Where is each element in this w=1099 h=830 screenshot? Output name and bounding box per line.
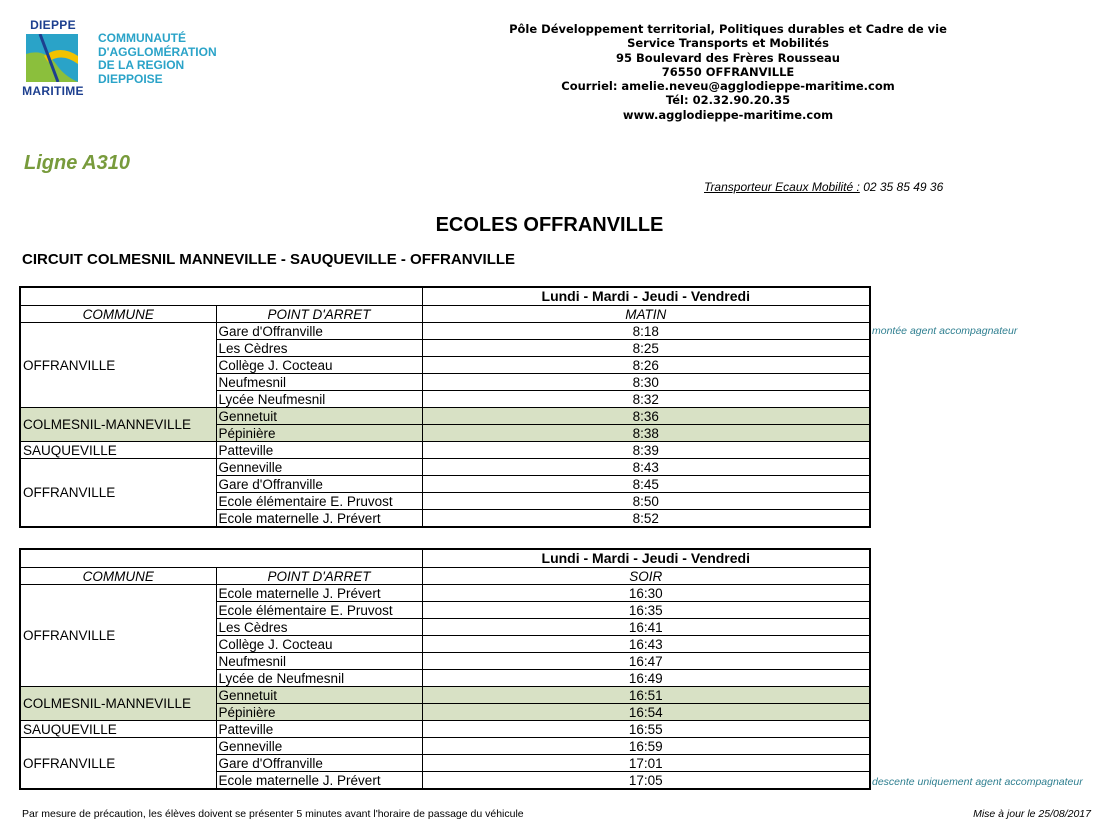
time-cell: 8:32 (422, 391, 870, 408)
time-cell: 16:59 (422, 738, 870, 755)
logo-name (98, 32, 217, 86)
time-cell: 16:30 (422, 585, 870, 602)
logo-top-word: DIEPPE (30, 18, 76, 32)
org-line: Service Transports et Mobilités (627, 36, 829, 51)
table-row (20, 721, 870, 738)
page-title: ECOLES OFFRANVILLE (435, 214, 664, 236)
time-cell: 8:50 (422, 493, 870, 510)
time-cell: 16:47 (422, 653, 870, 670)
organisation-header (420, 22, 1036, 122)
days-header-row (20, 287, 870, 306)
arret-header: POINT D'ARRET (216, 306, 422, 323)
commune-cell: OFFRANVILLE (20, 459, 216, 528)
org-phone: Tél: 02.32.90.20.35 (665, 93, 791, 108)
time-cell: 16:41 (422, 619, 870, 636)
logo-bottom-word: MARITIME (22, 84, 84, 98)
commune-cell: SAUQUEVILLE (20, 442, 216, 459)
stop-cell: Collège J. Cocteau (216, 357, 422, 374)
time-cell: 8:25 (422, 340, 870, 357)
transporteur-phone: 02 35 85 49 36 (863, 180, 944, 194)
stop-cell: Gare d'Offranville (216, 755, 422, 772)
time-cell: 8:39 (422, 442, 870, 459)
logo-mark (18, 18, 88, 98)
stop-cell: Lycée Neufmesnil (216, 391, 422, 408)
footer-updated: Mise à jour le 25/08/2017 (973, 808, 1091, 820)
table-row (20, 323, 870, 340)
commune-cell: OFFRANVILLE (20, 738, 216, 790)
stop-cell: Genneville (216, 459, 422, 476)
commune-cell: SAUQUEVILLE (20, 721, 216, 738)
org-line: 76550 OFFRANVILLE (661, 64, 795, 79)
stop-cell: Patteville (216, 721, 422, 738)
table-row (20, 459, 870, 476)
stop-cell: Gennetuit (216, 408, 422, 425)
column-header-row (20, 568, 870, 585)
logo-name-line: DE LA REGION (98, 58, 185, 72)
table-row (20, 408, 870, 425)
blank-header-cell (20, 549, 422, 568)
period-header: SOIR (422, 568, 870, 585)
stop-cell: Ecole maternelle J. Prévert (216, 585, 422, 602)
footer-precaution: Par mesure de précaution, les élèves doivent se présenter 5 minutes avant l'horaire de passage du véhicule (22, 808, 524, 820)
table-row (20, 687, 870, 704)
time-cell: 8:52 (422, 510, 870, 528)
stop-cell: Lycée de Neufmesnil (216, 670, 422, 687)
time-cell: 16:43 (422, 636, 870, 653)
time-cell: 8:26 (422, 357, 870, 374)
time-cell: 8:45 (422, 476, 870, 493)
logo-name-line: COMMUNAUTÉ (98, 31, 186, 45)
stop-cell: Ecole élémentaire E. Pruvost (216, 493, 422, 510)
days-header: Lundi - Mardi - Jeudi - Vendredi (422, 549, 870, 568)
stop-cell: Collège J. Cocteau (216, 636, 422, 653)
column-header-row (20, 306, 870, 323)
evening-timetable (19, 548, 871, 790)
table-row (20, 442, 870, 459)
days-header: Lundi - Mardi - Jeudi - Vendredi (422, 287, 870, 306)
logo-emblem-icon (26, 34, 78, 82)
agglo-logo (18, 18, 218, 100)
stop-cell: Gare d'Offranville (216, 323, 422, 340)
commune-cell: OFFRANVILLE (20, 585, 216, 687)
days-header-row (20, 549, 870, 568)
period-header: MATIN (422, 306, 870, 323)
stop-cell: Les Cèdres (216, 340, 422, 357)
stop-cell: Pépinière (216, 704, 422, 721)
circuit-title: CIRCUIT COLMESNIL MANNEVILLE - SAUQUEVILLE - OFFRANVILLE (22, 251, 516, 268)
time-cell: 8:36 (422, 408, 870, 425)
evening-note: descente uniquement agent accompagnateur (872, 776, 1083, 788)
stop-cell: Ecole maternelle J. Prévert (216, 510, 422, 528)
stop-cell: Patteville (216, 442, 422, 459)
blank-header-cell (20, 287, 422, 306)
commune-cell: COLMESNIL-MANNEVILLE (20, 408, 216, 442)
stop-cell: Les Cèdres (216, 619, 422, 636)
logo-name-line: D'AGGLOMÉRATION (98, 44, 217, 59)
stop-cell: Gennetuit (216, 687, 422, 704)
time-cell: 8:38 (422, 425, 870, 442)
time-cell: 8:18 (422, 323, 870, 340)
transporteur-label: Transporteur Ecaux Mobilité : (704, 180, 860, 194)
transporteur-info (704, 180, 943, 194)
table-row (20, 585, 870, 602)
org-website: www.agglodieppe-maritime.com (622, 107, 834, 122)
time-cell: 17:01 (422, 755, 870, 772)
stop-cell: Neufmesnil (216, 653, 422, 670)
time-cell: 16:55 (422, 721, 870, 738)
stop-cell: Genneville (216, 738, 422, 755)
time-cell: 8:43 (422, 459, 870, 476)
morning-note: montée agent accompagnateur (872, 325, 1018, 337)
stop-cell: Pépinière (216, 425, 422, 442)
time-cell: 8:30 (422, 374, 870, 391)
stop-cell: Ecole élémentaire E. Pruvost (216, 602, 422, 619)
commune-header: COMMUNE (20, 306, 216, 323)
time-cell: 16:54 (422, 704, 870, 721)
time-cell: 16:49 (422, 670, 870, 687)
time-cell: 16:51 (422, 687, 870, 704)
commune-header: COMMUNE (20, 568, 216, 585)
stop-cell: Ecole maternelle J. Prévert (216, 772, 422, 790)
org-line: Pôle Développement territorial, Politiques durables et Cadre de vie (509, 22, 947, 36)
commune-cell: COLMESNIL-MANNEVILLE (20, 687, 216, 721)
stop-cell: Neufmesnil (216, 374, 422, 391)
org-line: 95 Boulevard des Frères Rousseau (616, 50, 840, 65)
morning-timetable (19, 286, 871, 528)
commune-cell: OFFRANVILLE (20, 323, 216, 408)
time-cell: 17:05 (422, 772, 870, 790)
org-email: Courriel: amelie.neveu@agglodieppe-maritime.com (561, 79, 895, 94)
table-row (20, 738, 870, 755)
logo-name-line: DIEPPOISE (98, 71, 163, 86)
line-name: Ligne A310 (24, 152, 130, 174)
stop-cell: Gare d'Offranville (216, 476, 422, 493)
time-cell: 16:35 (422, 602, 870, 619)
arret-header: POINT D'ARRET (216, 568, 422, 585)
